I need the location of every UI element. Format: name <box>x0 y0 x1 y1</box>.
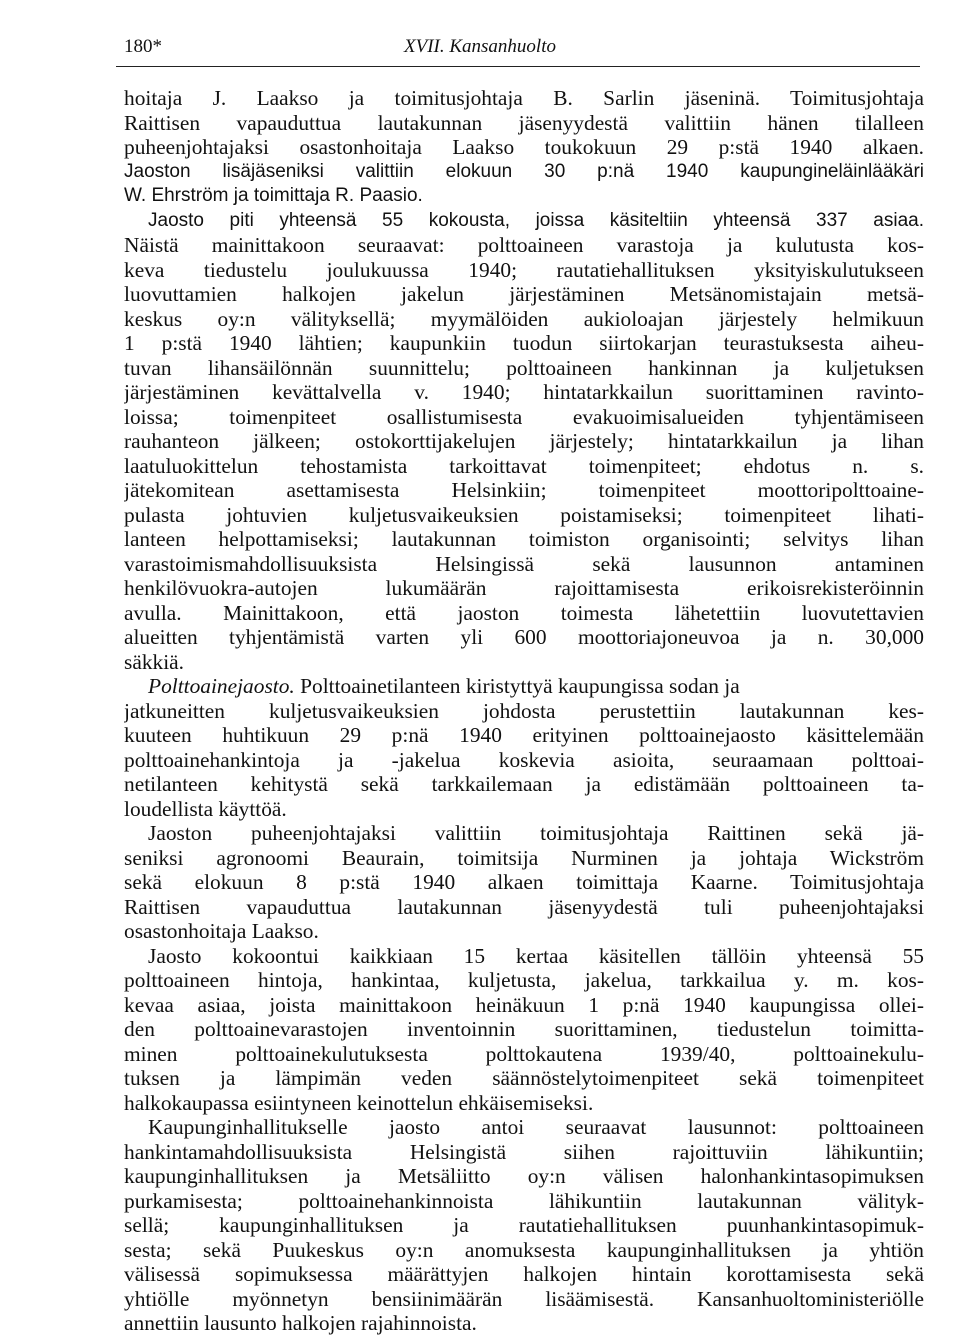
text-line: sesta; sekä Puukeskus oy:n anomuksesta kaupunginhallituksen ja yhtiön <box>124 1237 924 1262</box>
text-line: keva tiedustelu joulukuussa 1940; rautatiehallituksen yksityiskulutukseen <box>124 257 924 282</box>
text-line: minen polttoainekulutuksesta polttokautena 1939/40, polttoainekulu- <box>124 1041 924 1066</box>
text-line: henkilövuokra-autojen lukumäärän rajoittamisesta erikoisrekisteröinnin <box>124 576 924 600</box>
text-line: laatuluokittelun tehostamista tarkoittavat toimenpiteet; ehdotus n. s. <box>124 453 924 478</box>
text-line: rauhanteon jälkeen; ostokorttijakelujen järjestely; hintatarkkailun ja lihan <box>124 429 924 453</box>
text-line: sekä elokuun 8 p:stä 1940 alkaen toimittaja Kaarne. Toimitusjohtaja <box>124 870 924 894</box>
text-line: Raittisen vapauduttua lautakunnan jäsenyydestä tuli puheenjohtajaksi <box>124 894 924 919</box>
text-line: hankintamahdollisuuksista Helsingistä siihen rajoittuviin lähikuntiin; <box>124 1139 924 1164</box>
text-line: varastoimismahdollisuuksista Helsingissä sekä lausunnon antaminen <box>124 551 924 576</box>
text-line: Jaosto piti yhteensä 55 kokousta, joissa käsiteltiin yhteensä 337 asiaa. <box>148 209 924 231</box>
text-line: luovuttamien halkojen jakelun järjestäminen Metsänomistajain metsä- <box>124 282 924 306</box>
text-line: hoitaja J. Laakso ja toimitusjohtaja B. Sarlin jäseninä. Toimitusjohtaja <box>124 86 924 110</box>
text-line: välisessä sopimuksessa määrättyjen halkojen hintain korottamisesta sekä <box>124 1262 924 1286</box>
text-line: polttoainehankintoja ja -jakelua koskevia asioita, seuraamaan polttoai- <box>124 747 924 772</box>
text-line: lanteen helpottamiseksi; lautakunnan toimiston organisointi; selvitys lihan <box>124 527 924 551</box>
text-line: netilanteen kehitystä sekä tarkkailemaan ja edistämään polttoaineen ta- <box>124 772 924 796</box>
text-line: järjestäminen kevättalvella v. 1940; hintatarkkailun suorittaminen ravinto- <box>124 380 924 404</box>
section-heading-line <box>124 674 924 699</box>
text-line: annettiin lausunto halkojen rajahinnoista. <box>124 1311 477 1335</box>
text-line: avulla. Mainittakoon, että jaoston toimesta lähetettiin luovutettavien <box>124 600 924 625</box>
header-rule <box>116 66 920 67</box>
text-line: seniksi agronoomi Beaurain, toimitsija Nurminen ja johtaja Wickström <box>124 845 924 870</box>
text-line: loudellista käyttöä. <box>124 796 287 821</box>
text-line: kaupunginhallituksen ja Metsäliitto oy:n välisen halonhankintasopimuksen <box>124 1164 924 1188</box>
text-line: Raittisen vapauduttua lautakunnan jäsenyydestä valittiin hänen tilalleen <box>124 110 924 135</box>
text-line: Kaupunginhallitukselle jaosto antoi seuraavat lausunnot: polttoaineen <box>148 1115 924 1139</box>
text-line: sellä; kaupunginhallituksen ja rautatiehallituksen puunhankintasopimuk- <box>124 1213 924 1237</box>
text-line: tuvan lihansäilönnän suunnittelu; polttoaineen hankinnan ja kuljetuksen <box>124 355 924 380</box>
text-line: osastonhoitaja Laakso. <box>124 919 319 943</box>
text-line: jätekomitean asettamisesta Helsinkiin; toimenpiteet moottoripolttoaine- <box>124 478 924 502</box>
text-line: puheenjohtajaksi osastonhoitaja Laakso toukokuun 29 p:stä 1940 alkaen. <box>124 135 924 159</box>
section-heading: Polttoainejaosto. <box>148 674 295 698</box>
text-line: Jaoston lisäjäseniksi valittiin elokuun 30 p:nä 1940 kaupungineläinlääkäri <box>124 160 924 182</box>
page-header <box>0 36 960 62</box>
text-line: keskus oy:n välityksellä; myymälöiden aukioloajan järjestely helmikuun <box>124 306 924 331</box>
text-line: halkokaupassa esiintyneen keinottelun ehkäisemiseksi. <box>124 1090 594 1115</box>
text-line: purkamisesta; polttoainehankinnoista lähikuntiin lautakunnan välityk- <box>124 1188 924 1213</box>
text-line: alueitten tyhjentämistä varten yli 600 moottoriajoneuvoa ja n. 30,000 <box>124 625 924 649</box>
text-line: säkkiä. <box>124 649 184 674</box>
text-line: Jaosto kokoontui kaikkiaan 15 kertaa käsitellen tällöin yhteensä 55 <box>148 943 924 968</box>
text-line: kuuteen huhtikuun 29 p:nä 1940 erityinen polttoainejaosto käsittelemään <box>124 723 924 747</box>
text-line: jatkuneitten kuljetusvaikeuksien johdosta perustettiin lautakunnan kes- <box>124 698 924 723</box>
text-line: Näistä mainittakoon seuraavat: polttoaineen varastoja ja kulutusta kos- <box>124 233 924 257</box>
text-line: den polttoainevarastojen inventoinnin suorittaminen, tiedustelun toimitta- <box>124 1017 924 1041</box>
page-number: 180* <box>124 36 162 57</box>
text-line: yhtiölle myönnetyn bensiinimäärän lisäämisestä. Kansanhuoltoministeriölle <box>124 1286 924 1311</box>
text-line: Jaoston puheenjohtajaksi valittiin toimitusjohtaja Raittinen sekä jä- <box>148 821 924 845</box>
text-line: tuksen ja lämpimän veden säännöstelytoimenpiteet sekä toimenpiteet <box>124 1066 924 1090</box>
text-line: W. Ehrström ja toimittaja R. Paasio. <box>124 185 423 206</box>
section-heading-continuation: Polttoainetilanteen kiristyttyä kaupungissa sodan ja <box>294 674 740 698</box>
text-line: pulasta johtuvien kuljetusvaikeuksien poistamiseksi; toimenpiteet lihati- <box>124 502 924 527</box>
running-head: XVII. Kansanhuolto <box>404 36 556 57</box>
text-line: loissa; toimenpiteet osallistumisesta evakuoimisalueiden tyhjentämiseen <box>124 404 924 429</box>
text-line: polttoaineen hintoja, hankintaa, kuljetusta, jakelua, tarkkailua y. m. kos- <box>124 968 924 992</box>
text-line: kevaa asiaa, joista mainittakoon heinäkuun 1 p:nä 1940 kaupungissa ollei- <box>124 992 924 1017</box>
text-line: 1 p:stä 1940 lähtien; kaupunkiin tuodun siirtokarjan teurastuksesta aiheu- <box>124 331 924 355</box>
body-text <box>124 86 924 1336</box>
